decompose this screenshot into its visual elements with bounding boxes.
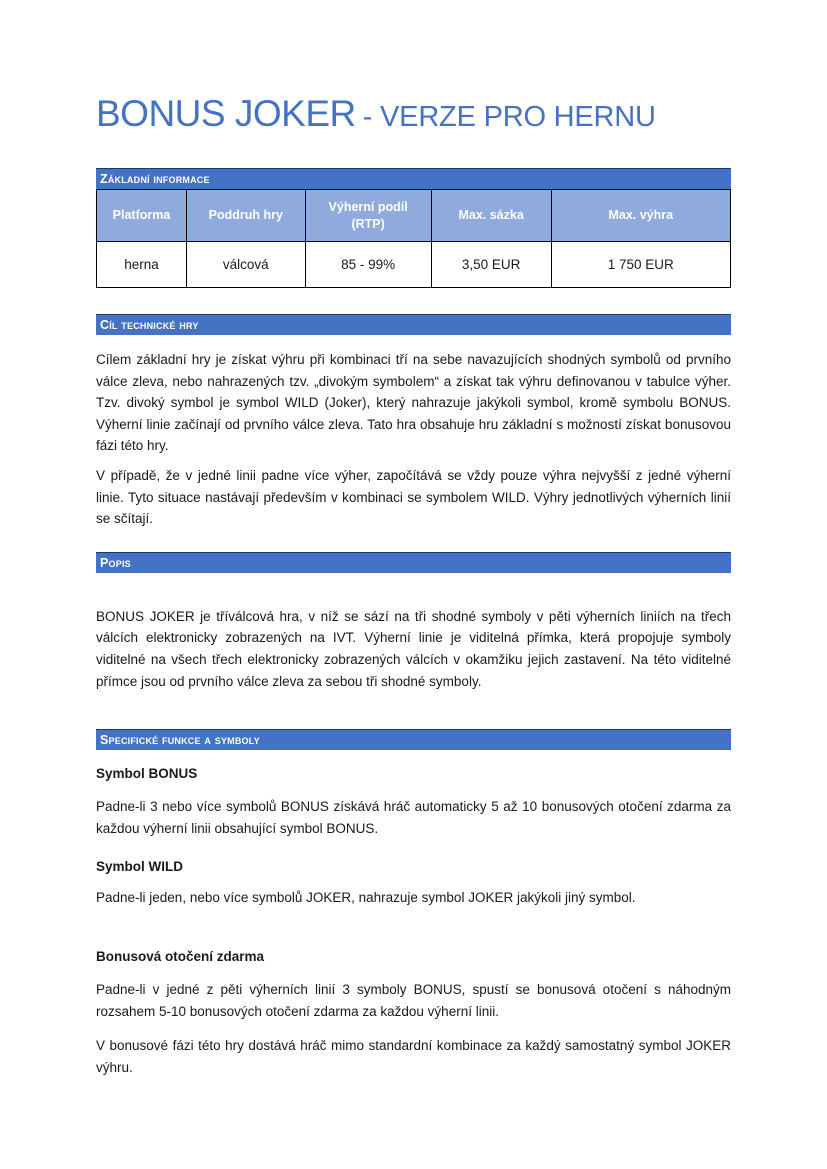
column-header-poddruh-hry-label: Poddruh hry (208, 208, 283, 222)
cell-poddruh-hry: válcová (187, 242, 306, 288)
title-game-name: BONUS JOKER (96, 93, 356, 134)
subheading-symbol-bonus: Symbol BONUS (96, 766, 198, 782)
column-header-platforma (97, 190, 187, 242)
section-heading-features: Specifické funkce a symboly (100, 733, 260, 748)
section-bar-goal (96, 314, 731, 335)
symbol-wild-paragraph: Padne-li jeden, nebo více symbolů JOKER, nahrazuje symbol JOKER jakýkoli jiný symbol. (96, 890, 636, 906)
goal-paragraph-1: Cílem základní hry je získat výhru při kombinaci tří na sebe navazujících shodných symbolů od prvního válce zleva, nebo nahrazených tzv. „divokým symbolem“ a získat tak výhru definovanou v tabulce výher. Tzv. divoký symbol je symbol WILD (Joker), který nahrazuje jakýkoli symbol, kromě symbolu BONUS. Výherní linie začínají od prvního válce zleva. Tato hra obsahuje hru základní s možností získat bonusovou fázi této hry. (96, 352, 731, 454)
description-paragraph: BONUS JOKER je tříválcová hra, v níž se sází na tři shodné symboly v pěti výherních liniích na třech válcích elektronicky zobrazených na IVT. Výherní linie je viditelná přímka, která propojuje symboly viditelné na všech třech elektronicky zobrazených válcích v okamžiku jejich zastavení. Na této viditelné přímce jsou od prvního válce zleva za sebou tři shodné symboly. (96, 608, 731, 689)
section-bar-basic-info (96, 168, 731, 189)
section-bar-description (96, 552, 731, 573)
section-heading-goal: Cíl technické hry (100, 318, 199, 332)
section-heading-description: Popis (100, 555, 131, 570)
section-heading-basic-info: Základní informace (100, 172, 210, 186)
section-bar-features (96, 729, 731, 750)
cell-vyherni-podil: 85 - 99% (305, 242, 431, 288)
column-header-vyherni-podil-label: Výherní podíl (RTP) (328, 199, 408, 231)
column-header-max-vyhra-label: Max. výhra (608, 208, 674, 222)
document-content (96, 0, 731, 1078)
goal-paragraph-2: V případě, že v jedné linii padne více výher, započítává se vždy pouze výhra nejvyšší z jedné výherní linie. Tyto situace nastávají především v kombinaci se symbolem WILD. Výhry jednotlivých výherních linií se sčítají. (96, 467, 731, 527)
column-header-platforma-label: Platforma (112, 208, 171, 222)
column-header-max-sazka-label: Max. sázka (458, 208, 524, 222)
basic-info-table (96, 189, 731, 288)
title-version: - VERZE PRO HERNU (362, 101, 656, 133)
table-header-row (97, 190, 731, 242)
symbol-bonus-paragraph: Padne-li 3 nebo více symbolů BONUS získává hráč automaticky 5 až 10 bonusových otočení zdarma za každou výherní linii obsahující symbol BONUS. (96, 799, 731, 836)
column-header-max-vyhra (551, 190, 730, 242)
subheading-symbol-wild: Symbol WILD (96, 859, 183, 875)
document-title (96, 91, 731, 145)
column-header-max-sazka (431, 190, 551, 242)
free-spins-paragraph-1: Padne-li v jedné z pěti výherních linií 3 symboly BONUS, spustí se bonusová otočení s náhodným rozsahem 5-10 bonusových otočení zdarma za každou výherní linii. (96, 981, 731, 1019)
subheading-free-spins: Bonusová otočení zdarma (96, 948, 265, 964)
table-data-row (97, 242, 731, 288)
column-header-poddruh-hry (187, 190, 306, 242)
cell-max-vyhra: 1 750 EUR (551, 242, 730, 288)
free-spins-paragraph-2: V bonusové fázi této hry dostává hráč mimo standardní kombinace za každý samostatný symbol JOKER výhru. (96, 1038, 731, 1075)
column-header-vyherni-podil (305, 190, 431, 242)
cell-platforma: herna (97, 242, 187, 288)
cell-max-sazka: 3,50 EUR (431, 242, 551, 288)
